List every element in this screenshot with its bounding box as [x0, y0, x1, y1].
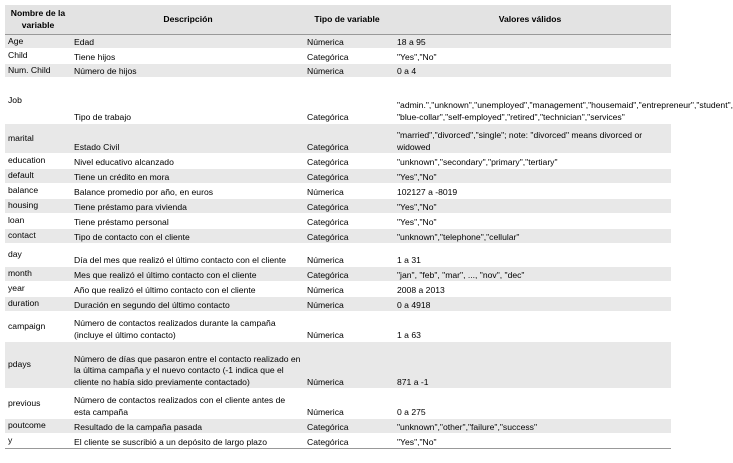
cell-type: Categórica [305, 434, 389, 449]
cell-valid-values: 0 a 4 [389, 64, 671, 78]
table-row [5, 78, 671, 124]
cell-type: Categórica [305, 199, 389, 214]
cell-valid-values: 18 a 95 [389, 35, 671, 49]
cell-valid-values: "married","divorced","single"; note: "divorced" means divorced or widowed [389, 124, 671, 154]
cell-description: Estado Civil [71, 124, 305, 154]
cell-variable-name: poutcome [5, 419, 71, 434]
cell-description: Duración en segundo del último contacto [71, 297, 305, 312]
cell-type: Categórica [305, 78, 389, 124]
cell-valid-values: "Yes","No" [389, 214, 671, 229]
table-header-row [5, 5, 671, 35]
cell-valid-values: "Yes","No" [389, 169, 671, 184]
header-values: Valores válidos [389, 5, 671, 35]
cell-variable-name: Job [5, 78, 71, 124]
table-row [5, 154, 671, 169]
cell-variable-name: contact [5, 229, 71, 244]
cell-variable-name: day [5, 244, 71, 267]
cell-variable-name: education [5, 154, 71, 169]
cell-variable-name: loan [5, 214, 71, 229]
cell-variable-name: Child [5, 49, 71, 64]
cell-valid-values: 0 a 4918 [389, 297, 671, 312]
cell-variable-name: year [5, 282, 71, 297]
cell-valid-values: "Yes","No" [389, 199, 671, 214]
table-row [5, 282, 671, 297]
table-row [5, 214, 671, 229]
cell-description: El cliente se suscribió a un depósito de largo plazo [71, 434, 305, 449]
cell-type: Númerica [305, 64, 389, 78]
cell-description: Día del mes que realizó el último contacto con el cliente [71, 244, 305, 267]
cell-type: Númerica [305, 342, 389, 389]
table-row [5, 124, 671, 154]
cell-type: Categórica [305, 267, 389, 282]
table-body [5, 35, 733, 449]
table-row [5, 199, 671, 214]
cell-valid-values: 102127 a -8019 [389, 184, 671, 199]
table-row [5, 169, 671, 184]
table-row [5, 419, 671, 434]
cell-valid-values: "unknown","secondary","primary","tertiary" [389, 154, 671, 169]
table-row [5, 342, 671, 389]
cell-variable-name: y [5, 434, 71, 449]
cell-description: Edad [71, 35, 305, 49]
cell-variable-name: marital [5, 124, 71, 154]
cell-variable-name: Age [5, 35, 71, 49]
cell-description: Tiene préstamo para vivienda [71, 199, 305, 214]
header-name: Nombre de la variable [5, 5, 71, 35]
header-description: Descripción [71, 5, 305, 35]
cell-variable-name: month [5, 267, 71, 282]
cell-description: Balance promedio por año, en euros [71, 184, 305, 199]
cell-description: Resultado de la campaña pasada [71, 419, 305, 434]
cell-description: Número de contactos realizados durante la campaña (incluye el último contacto) [71, 312, 305, 342]
cell-valid-values: "admin.","unknown","unemployed","management","housemaid","entrepreneur","student", "blue-collar","self-employed","retired","technician","services" [389, 78, 671, 124]
cell-type: Númerica [305, 244, 389, 267]
cell-description: Año que realizó el último contacto con el cliente [71, 282, 305, 297]
cell-type: Categórica [305, 169, 389, 184]
cell-variable-name: duration [5, 297, 71, 312]
cell-type: Categórica [305, 124, 389, 154]
cell-type: Númerica [305, 35, 389, 49]
cell-description: Tipo de trabajo [71, 78, 305, 124]
cell-description: Tipo de contacto con el cliente [71, 229, 305, 244]
cell-variable-name: balance [5, 184, 71, 199]
cell-valid-values: 871 a -1 [389, 342, 671, 389]
cell-description: Tiene hijos [71, 49, 305, 64]
table-row [5, 35, 671, 49]
table-row [5, 267, 671, 282]
cell-type: Númerica [305, 282, 389, 297]
cell-description: Número de hijos [71, 64, 305, 78]
cell-variable-name: housing [5, 199, 71, 214]
cell-valid-values: "unknown","telephone","cellular" [389, 229, 671, 244]
table-row [5, 229, 671, 244]
table-row [5, 49, 671, 64]
table-row [5, 434, 671, 449]
cell-valid-values: "unknown","other","failure","success" [389, 419, 671, 434]
cell-description: Número de contactos realizados con el cliente antes de esta campaña [71, 389, 305, 419]
table-row [5, 244, 671, 267]
cell-valid-values: 1 a 31 [389, 244, 671, 267]
cell-type: Categórica [305, 214, 389, 229]
header-type: Tipo de variable [305, 5, 389, 35]
cell-type: Categórica [305, 229, 389, 244]
cell-type: Númerica [305, 184, 389, 199]
cell-valid-values: 2008 a 2013 [389, 282, 671, 297]
cell-variable-name: Num. Child [5, 64, 71, 78]
cell-valid-values: "Yes","No" [389, 49, 671, 64]
table-row [5, 64, 671, 78]
cell-type: Categórica [305, 49, 389, 64]
cell-type: Númerica [305, 389, 389, 419]
cell-description: Tiene préstamo personal [71, 214, 305, 229]
variables-table [5, 5, 733, 449]
cell-variable-name: default [5, 169, 71, 184]
cell-variable-name: pdays [5, 342, 71, 389]
cell-description: Mes que realizó el último contacto con el cliente [71, 267, 305, 282]
cell-description: Número de días que pasaron entre el contacto realizado en la última campaña y el nuevo contacto (-1 indica que el cliente no había sido previamente contactado) [71, 342, 305, 389]
cell-type: Númerica [305, 312, 389, 342]
cell-valid-values: "jan", "feb", "mar", ..., "nov", "dec" [389, 267, 671, 282]
cell-valid-values: "Yes","No" [389, 434, 671, 449]
cell-description: Nivel educativo alcanzado [71, 154, 305, 169]
table-row [5, 389, 671, 419]
cell-variable-name: previous [5, 389, 71, 419]
cell-type: Categórica [305, 419, 389, 434]
cell-description: Tiene un crédito en mora [71, 169, 305, 184]
table-row [5, 312, 671, 342]
cell-type: Categórica [305, 154, 389, 169]
table-row [5, 184, 671, 199]
cell-valid-values: 0 a 275 [389, 389, 671, 419]
cell-type: Númerica [305, 297, 389, 312]
variables-table-container [5, 5, 733, 449]
table-row [5, 297, 671, 312]
cell-valid-values: 1 a 63 [389, 312, 671, 342]
cell-variable-name: campaign [5, 312, 71, 342]
